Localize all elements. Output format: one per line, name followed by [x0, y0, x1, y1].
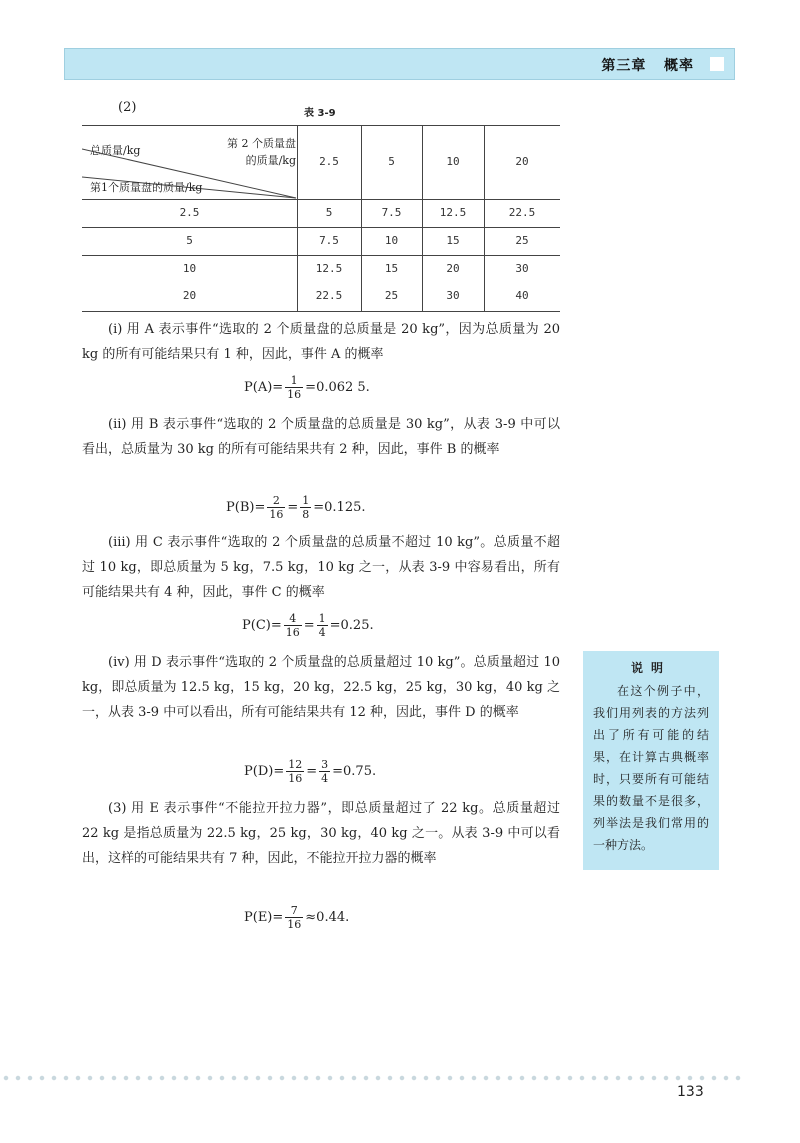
denominator: 16: [269, 508, 284, 521]
table-cell: 25: [515, 234, 529, 247]
col-header: 10: [446, 155, 460, 168]
paragraph-event-c: (iii) 用 C 表示事件“选取的 2 个质量盘的总质量不超过 10 kg”。总质量不超过 10 kg，即总质量为 5 kg，7.5 kg，10 kg 之一，从表 3-9 中容易看出，所有可能结果共有 4 种，因此，事件 C 的概率: [82, 535, 560, 600]
table-rule-top: [82, 125, 560, 126]
formula-pc: P(C)= $\frac{4}{16}$ = $\frac{1}{4}$ =0.25.: [242, 612, 374, 639]
row-label: 5: [186, 234, 193, 247]
table-cell: 30: [515, 262, 529, 275]
chapter-topic: 概率: [664, 58, 694, 74]
table-cell: 15: [384, 262, 399, 275]
row-label: 2.5: [179, 206, 200, 219]
fraction: [267, 494, 285, 521]
col-header: 20: [515, 155, 529, 168]
col-header: 5: [388, 155, 395, 168]
formula-rhs: =0.75.: [332, 764, 377, 779]
formula-lhs: P(A)=: [244, 380, 284, 395]
side-note-title: 说明: [630, 661, 671, 675]
formula-lhs: P(D)=: [244, 764, 285, 779]
fraction: [317, 612, 328, 639]
formula-rhs: =0.125.: [313, 500, 366, 515]
numerator: 2: [267, 494, 285, 508]
row-label: 20: [182, 289, 197, 302]
formula-rhs: =0.062 5.: [305, 380, 370, 395]
table-cell: 7.5: [381, 206, 402, 219]
table-cell: 22.5: [508, 206, 536, 219]
table-cell: 10: [384, 234, 399, 247]
chapter-title: [601, 55, 694, 75]
fraction: [300, 494, 311, 521]
table-cell: 40: [515, 289, 529, 302]
table-rule-row1: [82, 227, 560, 228]
numerator: 7: [285, 904, 303, 918]
formula-lhs: P(E)=: [244, 910, 284, 925]
table-cell: 12.5: [439, 206, 467, 219]
denominator: 16: [288, 772, 303, 785]
fraction: [285, 374, 303, 401]
corner-label-second-plate: [206, 135, 296, 169]
table-cell: 20: [446, 262, 460, 275]
table-cell: 12.5: [315, 262, 343, 275]
corner-label-first-plate: 第1个质量盘的质量/kg: [90, 181, 203, 194]
table-title: 表 3-9: [304, 108, 336, 119]
formula-pe: [244, 904, 349, 931]
row-label: 10: [182, 262, 197, 275]
denominator: 16: [287, 918, 302, 931]
denominator: 4: [318, 626, 326, 639]
formula-pa: [244, 374, 370, 401]
paragraph-event-d: (iv) 用 D 表示事件“选取的 2 个质量盘的总质量超过 10 kg”。总质量超过 10 kg，即总质量为 12.5 kg，15 kg，20 kg，22.5 kg，25 kg，30 kg，40 kg 之一，从表 3-9 中可以看出，所有可能结果共有 12 种，因此，事件 D 的概率: [82, 655, 560, 720]
corner-label-total: 总质量/kg: [90, 144, 141, 157]
chapter-header-band: [64, 48, 735, 80]
denominator: 16: [285, 626, 300, 639]
table-cell: 30: [446, 289, 460, 302]
numerator: 3: [321, 758, 329, 771]
paragraph-event-a: (i) 用 A 表示事件“选取的 2 个质量盘的总质量是 20 kg”，因为总质量为 20 kg 的所有可能结果只有 1 种，因此，事件 A 的概率: [82, 322, 560, 362]
numerator: 1: [285, 374, 303, 388]
table-rule-bottom: [82, 311, 560, 312]
numerator: 1: [318, 612, 326, 625]
paragraph-event-b: (ii) 用 B 表示事件“选取的 2 个质量盘的总质量是 30 kg”，从表 3-9 中可以看出，总质量为 30 kg 的所有可能结果共有 2 种，因此，事件 B 的概率: [82, 417, 560, 457]
table-cell: 22.5: [315, 289, 343, 302]
table-rule-header: [82, 199, 560, 200]
side-note-body: 在这个例子中，我们用列表的方法列出了所有可能的结果，在计算古典概率时，只要所有可能结果的数量不是很多，列举法是我们常用的一种方法。: [593, 684, 709, 852]
page-number: 133: [677, 1084, 704, 1100]
corner-label-line1: 第 2 个质量盘: [227, 137, 296, 150]
formula-rhs: =0.25.: [329, 618, 374, 633]
fraction: [285, 904, 303, 931]
fraction: [319, 758, 330, 785]
formula-pd: P(D)= $\frac{12}{16}$ = $\frac{3}{4}$ =0.75.: [244, 758, 377, 785]
side-note-box: [583, 651, 719, 870]
formula-lhs: P(C)=: [242, 618, 282, 633]
chapter-number: 第三章: [601, 58, 647, 74]
paragraph-event-e: (3) 用 E 表示事件“不能拉开拉力器”，即总质量超过了 22 kg。总质量超过 22 kg 是指总质量为 22.5 kg，25 kg，30 kg，40 kg 之一。从表 3-9 中可以看出，这样的可能结果共有 7 种，因此，不能拉开拉力器的概率: [82, 801, 560, 866]
corner-label-line2: 的质量/kg: [245, 154, 296, 167]
denominator: 8: [302, 508, 310, 521]
footer-dotted-rule: [0, 1075, 745, 1081]
table-cell: 15: [446, 234, 460, 247]
data-table: [82, 125, 560, 311]
fraction: [286, 758, 304, 785]
header-square-icon: [710, 57, 724, 71]
numerator: 12: [288, 758, 303, 771]
formula-lhs: P(B)=: [226, 500, 266, 515]
denominator: 16: [287, 388, 302, 401]
table-cell: 5: [325, 206, 333, 219]
numerator: 1: [302, 494, 310, 507]
table-rule-row2: [82, 255, 560, 256]
col-header: 2.5: [319, 155, 339, 168]
formula-rhs: ≈0.44.: [305, 910, 350, 925]
numerator: 4: [284, 612, 302, 626]
table-cell: 7.5: [319, 234, 339, 247]
part-label: (2): [118, 100, 137, 115]
fraction: [284, 612, 302, 639]
formula-pb: P(B)= $\frac{2}{16}$ = $\frac{1}{8}$ =0.125.: [226, 494, 366, 521]
table-cell: 25: [384, 289, 399, 302]
denominator: 4: [321, 772, 329, 785]
